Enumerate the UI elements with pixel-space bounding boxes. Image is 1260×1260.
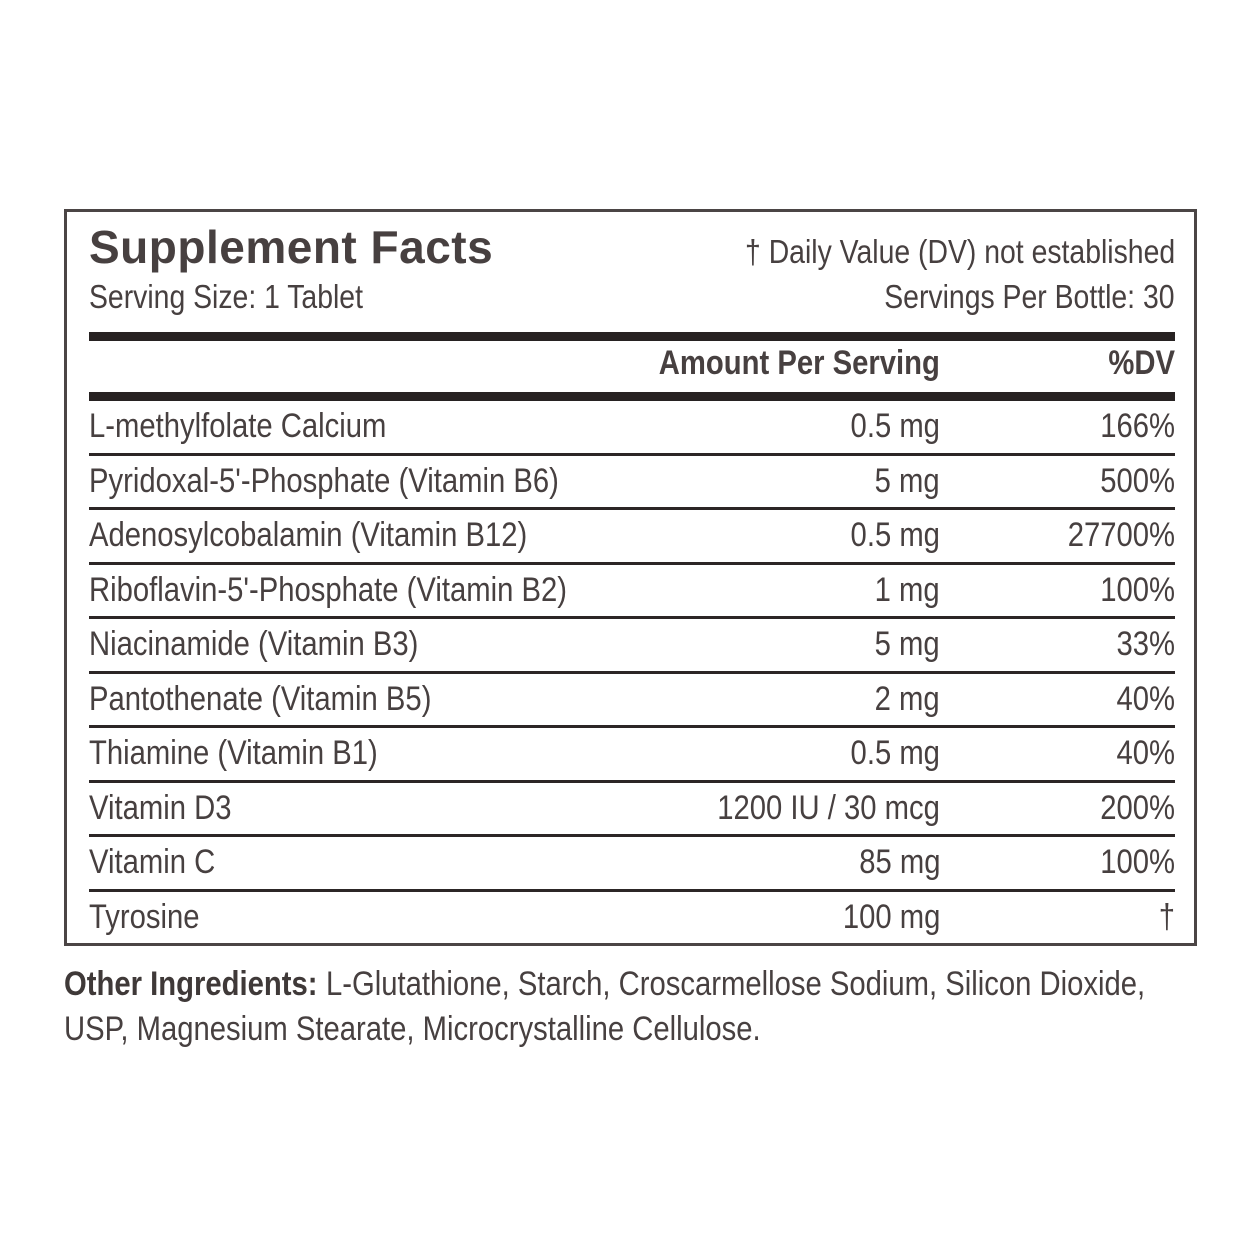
ingredient-dv: 27700% <box>1067 516 1175 555</box>
ingredient-dv: 100% <box>1100 570 1175 609</box>
ingredient-dv: 200% <box>1100 788 1175 827</box>
table-row <box>89 565 1175 620</box>
other-ingredients-line2: USP, Magnesium Stearate, Microcrystalline Cellulose. <box>64 1010 761 1048</box>
table-row <box>89 674 1175 729</box>
ingredient-name: Niacinamide (Vitamin B3) <box>89 625 419 664</box>
table-row <box>89 892 1175 944</box>
table-row <box>89 837 1175 892</box>
ingredient-dv: 100% <box>1100 843 1175 882</box>
servings-per-bottle-text: Servings Per Bottle: 30 <box>884 278 1175 315</box>
ingredient-dv: † <box>1158 898 1175 936</box>
other-ingredients-section <box>64 962 1260 1052</box>
ingredient-name: Thiamine (Vitamin B1) <box>89 734 378 773</box>
ingredient-dv: 33% <box>1116 625 1175 664</box>
ingredient-name: L-methylfolate Calcium <box>89 407 387 446</box>
ingredient-amount: 1 mg <box>874 570 940 609</box>
ingredient-amount: 2 mg <box>874 679 940 718</box>
column-header-amount: Amount Per Serving <box>658 344 940 382</box>
ingredient-name: Pyridoxal-5'-Phosphate (Vitamin B6) <box>89 461 559 500</box>
other-ingredients-line1 <box>64 962 1260 1007</box>
table-row <box>89 728 1175 783</box>
other-ingredients-text1: L-Glutathione, Starch, Croscarmellose Sodium, Silicon Dioxide, <box>326 965 1146 1003</box>
ingredient-name: Tyrosine <box>89 898 200 936</box>
ingredient-amount: 85 mg <box>858 843 940 882</box>
ingredient-name: Vitamin C <box>89 843 216 882</box>
ingredient-amount: 5 mg <box>874 625 940 664</box>
column-header-row <box>89 341 1175 386</box>
daily-value-note: † Daily Value (DV) not established <box>744 233 1175 270</box>
supplement-facts-panel <box>64 209 1197 946</box>
table-row <box>89 783 1175 838</box>
ingredient-table <box>89 401 1175 944</box>
table-row <box>89 456 1175 511</box>
ingredient-amount: 5 mg <box>874 461 940 500</box>
other-ingredients-label: Other Ingredients: <box>64 965 318 1003</box>
table-row <box>89 510 1175 565</box>
ingredient-amount: 0.5 mg <box>850 407 940 446</box>
panel-header <box>89 220 1175 276</box>
column-header-dv: %DV <box>1108 344 1175 382</box>
ingredient-amount: 100 mg <box>842 898 940 936</box>
ingredient-amount: 1200 IU / 30 mcg <box>717 788 940 827</box>
ingredient-dv: 40% <box>1116 734 1175 773</box>
ingredient-name: Riboflavin-5'-Phosphate (Vitamin B2) <box>89 570 567 609</box>
serving-size-text: Serving Size: 1 Tablet <box>89 278 363 315</box>
thick-divider-top <box>89 332 1175 341</box>
ingredient-name: Adenosylcobalamin (Vitamin B12) <box>89 516 528 555</box>
table-row <box>89 619 1175 674</box>
ingredient-dv: 40% <box>1116 679 1175 718</box>
serving-info-row <box>89 278 1175 320</box>
ingredient-dv: 166% <box>1100 407 1175 446</box>
ingredient-dv: 500% <box>1100 461 1175 500</box>
ingredient-name: Vitamin D3 <box>89 788 232 827</box>
ingredient-amount: 0.5 mg <box>850 734 940 773</box>
ingredient-amount: 0.5 mg <box>850 516 940 555</box>
ingredient-name: Pantothenate (Vitamin B5) <box>89 679 432 718</box>
thick-divider-header <box>89 392 1175 401</box>
table-row <box>89 401 1175 456</box>
panel-title: Supplement Facts <box>89 221 494 273</box>
